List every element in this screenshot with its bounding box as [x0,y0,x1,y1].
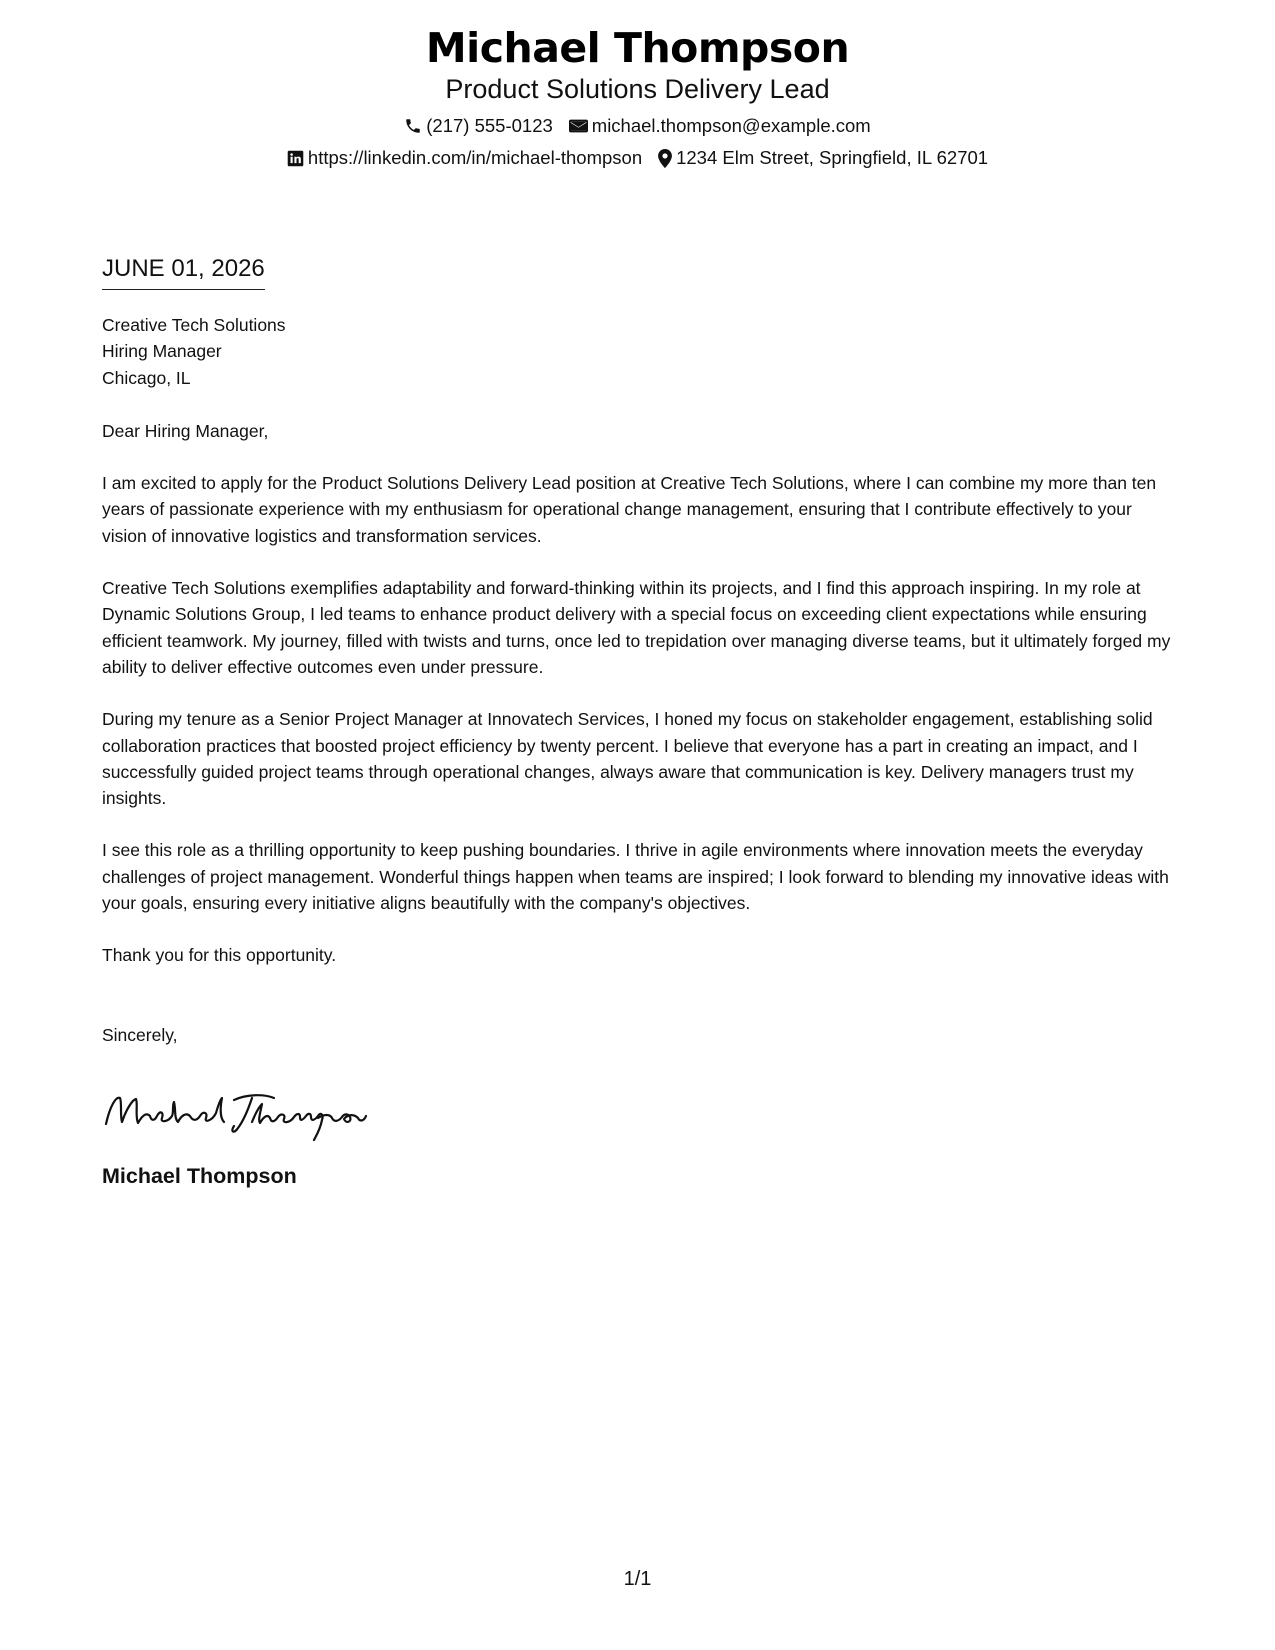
recipient-location: Chicago, IL [102,367,191,388]
signature-image [102,1086,372,1142]
signer-name: Michael Thompson [102,1163,297,1188]
contact-row-primary [0,114,1275,138]
salutation: Dear Hiring Manager, [102,420,269,441]
applicant-title: Product Solutions Delivery Lead [445,74,830,104]
letter-body [102,312,1172,1190]
letter-header [0,22,1275,170]
page-number: 1/1 [623,1568,652,1590]
linkedin-text[interactable]: https://linkedin.com/in/michael-thompson [307,147,643,168]
map-marker-icon [658,149,672,168]
contact-row-secondary [0,146,1275,170]
contact-phone [404,114,553,138]
applicant-name: Michael Thompson [425,24,850,72]
contact-linkedin [287,146,642,170]
contact-email [569,114,871,138]
phone-icon [404,117,422,135]
date-block [102,254,265,290]
envelope-icon [569,118,588,134]
recipient-block [102,312,1172,391]
recipient-company: Creative Tech Solutions [102,315,286,335]
paragraph-5: Thank you for this opportunity. [102,945,337,966]
address-text: 1234 Elm Street, Springfield, IL 62701 [676,147,989,168]
paragraph-1: I am excited to apply for the Product Solutions Delivery Lead position at Creative Tech Solutions, where I can combine my more than ten years of passionate experience with my enthusiasm for operational change management, ensuring that I contribute effectively to your vision of innovative logistics and transformation services. [102,473,1157,546]
linkedin-icon [287,150,304,167]
phone-text: (217) 555-0123 [426,115,553,136]
paragraph-3: During my tenure as a Senior Project Manager at Innovatech Services, I honed my focus on stakeholder engagement, establishing solid collaboration practices that boosted project efficiency by twenty percent. I believe that everyone has a part in creating an impact, and I successfully guided project teams through operational changes, always aware that communication is key. Delivery managers trust my insights. [102,709,1153,809]
closing: Sincerely, [102,1024,178,1045]
paragraph-4: I see this role as a thrilling opportunity to keep pushing boundaries. I thrive in agile environments where innovation meets the everyday challenges of project management. Wonderful things happen when teams are inspired; I look forward to blending my innovative ideas with your goals, ensuring every initiative aligns beautifully with the company's objectives. [102,840,1169,914]
email-text: michael.thompson@example.com [591,115,871,136]
contact-address [658,146,988,170]
recipient-role: Hiring Manager [102,341,222,362]
letter-date: JUNE 01, 2026 [102,254,265,290]
paragraph-2: Creative Tech Solutions exemplifies adaptability and forward-thinking within its projects, and I find this approach inspiring. In my role at Dynamic Solutions Group, I led teams to enhance product delivery with a special focus on exceeding client expectations while ensuring efficient teamwork. My journey, filled with twists and turns, once led to trepidation over managing diverse teams, but it ultimately forged my ability to deliver effective outcomes even under pressure. [102,578,1171,677]
